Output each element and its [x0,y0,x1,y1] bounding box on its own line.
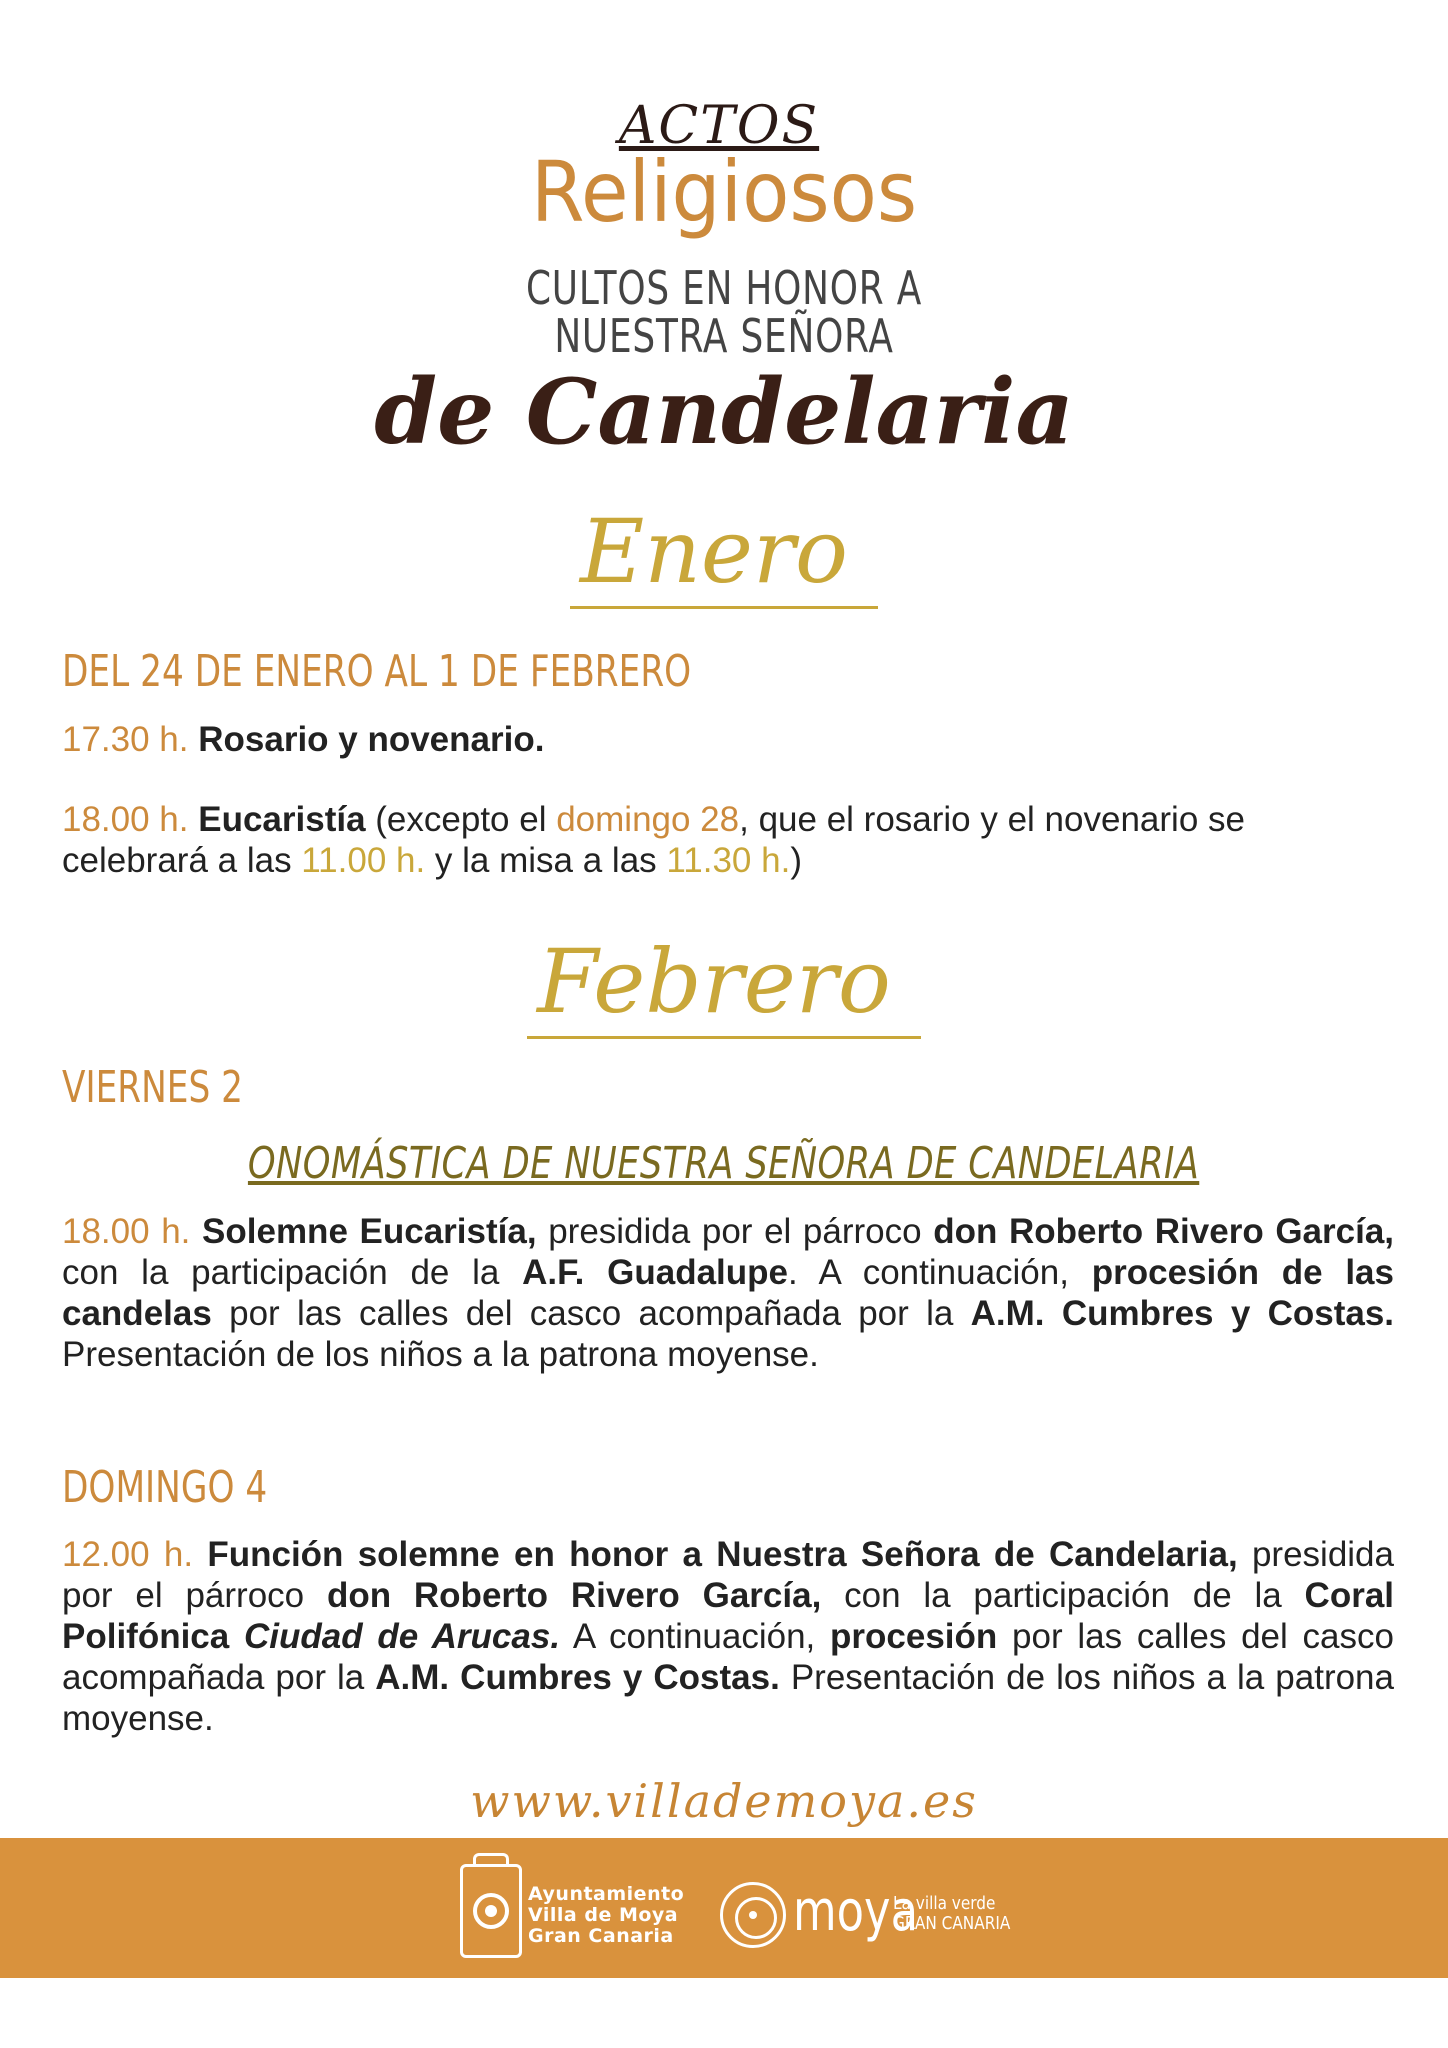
website-link[interactable]: www.villademoya.es [470,1774,978,1828]
actos-heading: ACTOS [618,96,820,156]
text: Presentación de los niños a la patrona moyense. [62,1658,1394,1738]
bold-text: don Roberto Rivero García, [933,1212,1395,1251]
cultos-heading [159,261,1288,364]
day-heading-enero: DEL 24 DE ENERO AL 1 DE FEBRERO [62,646,692,697]
month-febrero-label: Febrero [527,938,921,1039]
bold-text: Eucaristía [198,800,366,839]
cultos-line-2: NUESTRA SEÑORA [554,309,894,364]
logo-line-3: Gran Canaria [528,1925,674,1947]
month-enero-label: Enero [570,508,878,609]
bold-text: procesión [830,1617,998,1656]
italic-text: Ciudad de Arucas. [244,1617,561,1656]
text: y la misa a las [425,841,667,880]
time-label: 18.00 h. [62,800,189,839]
footer-bar [0,1838,1448,1978]
text: Presentación de los niños a la patrona moyense. [62,1335,819,1374]
cultos-line-1: CULTOS EN HONOR A [525,261,923,316]
logo-line-1: Ayuntamiento [528,1883,685,1905]
text [229,1617,244,1656]
paragraph-rosario [62,719,1394,760]
text: por las calles del casco acompañada por la [211,1294,971,1333]
highlight-time: 11.00 h. [301,841,426,880]
time-label: 18.00 h. [62,1212,191,1251]
day-heading-domingo: DOMINGO 4 [62,1462,268,1513]
onomastica-label: ONOMÁSTICA DE NUESTRA SEÑORA DE CANDELARIA [248,1138,1200,1189]
time-label: 12.00 h. [62,1535,194,1574]
day-heading-viernes: VIERNES 2 [62,1062,244,1113]
bold-text: A.M. Cumbres y Costas. [970,1294,1395,1333]
time-label: 17.30 h. [62,720,189,759]
month-enero [0,500,1448,609]
text: . A continuación, [787,1253,1092,1292]
moya-flower-icon [720,1882,786,1948]
text: ) [790,841,802,880]
candelaria-heading: de Candelaria [374,358,1074,465]
bold-text: A.F. Guadalupe [522,1253,788,1292]
bold-text: Coral Polifónica [62,1576,1395,1656]
logo-line-2: Villa de Moya [528,1904,679,1926]
ayuntamiento-logo-text [528,1884,684,1947]
highlight-text: domingo 28 [556,800,740,839]
bold-text: procesión de las candelas [62,1253,1394,1333]
text: por las calles del casco acompañada por la [62,1617,1394,1697]
onomastica-heading [0,1138,1448,1189]
flower-icon [473,1893,509,1929]
crown-icon [473,1853,509,1865]
text: con la participación de la [62,1253,523,1292]
bold-text: don Roberto Rivero García, [326,1576,822,1615]
highlight-time: 11.30 h. [666,841,791,880]
moya-logo-name: moya [793,1879,919,1944]
text: con la participación de la [821,1576,1305,1615]
month-febrero [0,930,1448,1039]
text: , que el rosario y el novenario se celebrará a las [62,800,1245,880]
moya-logo-tagline [893,1894,1010,1934]
text: presidida por el párroco [62,1535,1394,1615]
paragraph-viernes [62,1211,1394,1375]
religiosos-heading: Religiosos [530,143,918,241]
paragraph-eucaristia [62,799,1394,881]
paragraph-domingo [62,1534,1394,1739]
ayuntamiento-crest-icon [460,1864,522,1958]
header [0,96,1448,465]
tagline-line-1: La villa verde [893,1893,996,1914]
bold-text: Función solemne en honor a Nuestra Señora de Candelaria, [193,1535,1238,1574]
tagline-line-2: GRAN CANARIA [893,1913,1011,1934]
text: (excepto el [365,800,557,839]
text: presidida por el párroco [536,1212,934,1251]
bold-text: Rosario y novenario. [198,720,545,759]
bold-text: Solemne Eucaristía, [190,1212,537,1251]
bold-text: A.M. Cumbres y Costas. [375,1658,780,1697]
text: A continuación, [560,1617,831,1656]
